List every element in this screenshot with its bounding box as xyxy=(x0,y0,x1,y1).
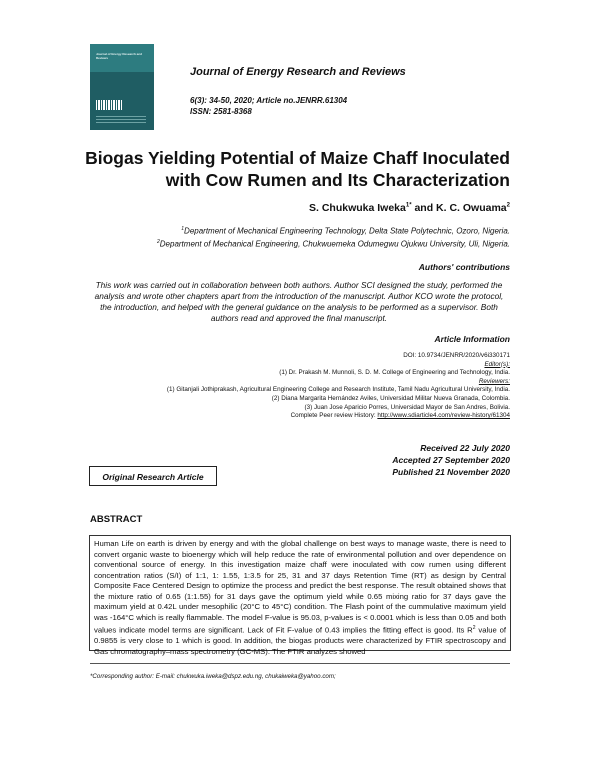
author-2-sup: 2 xyxy=(506,202,510,209)
reviewer-2: (2) Diana Margarita Hernández Aviles, Universidad Militar Nueva Granada, Colombia. xyxy=(271,394,510,402)
paper-title-line-1: Biogas Yielding Potential of Maize Chaff Inoculated xyxy=(85,148,510,168)
cover-title: Journal of Energy Research and Reviews xyxy=(96,52,143,60)
issn-line: ISSN: 2581-8368 xyxy=(190,107,252,116)
date-accepted: Accepted 27 September 2020 xyxy=(392,455,510,465)
footnote-divider xyxy=(90,663,510,664)
reviewer-3: (3) Juan Jose Aparicio Porres, Universidad Mayor de San Andres, Bolivia. xyxy=(304,403,510,411)
volume-line: 6(3): 34-50, 2020; Article no.JENRR.61304 xyxy=(190,96,348,105)
doi: DOI: 10.9734/JENRR/2020/v6i330171 xyxy=(403,352,510,359)
corresponding-author-footnote: *Corresponding author: E-mail: chukwuka.iweka@dspz.edu.ng, chukaiweka@yahoo.com; xyxy=(90,673,336,680)
contributions-text: This work was carried out in collaboration between both authors. Author SCI designed the study, performed the analysis and wrote other chapters apart from the introduction of the manuscript. Author KCO wrote the protocol, the introduction, and helped with the general guidance on the analysis to be performed as a supervisor. Both authors read and approved the final manuscript. xyxy=(94,280,504,323)
date-received: Received 22 July 2020 xyxy=(420,443,510,453)
affiliation-2: $^2$Department of Mechanical Engineering, Chukwuemeka Odumegwu Ojukwu University, Uli, Nigeria. xyxy=(156,238,510,249)
paper-title-line-2: with Cow Rumen and Its Characterization xyxy=(165,170,510,190)
cover-text-lines xyxy=(96,116,146,124)
date-published: Published 21 November 2020 xyxy=(392,467,510,477)
abstract-box xyxy=(89,535,511,656)
abstract-text: Human Life on earth is driven by energy and with the global challenge on best ways to manage waste, there is need to convert organic waste to bioenergy which will help reduce the rate of environmental pollution and over dependence on conventional source of energy. In this investigation maize chaff were inoculated with cow rumen using different concentration ratios (S/I) of 1:1, 1: 1.55, 1:3.5 for 25, 31 and 37 days Retention Time (RT) as design by Central Composite Face Centered Design to optimize the process and predict the best response. The result obtained shows that the mixture ratio of 0.65 (1:1.55) for 31 days gave the optimum yield while 0.65 mixing ratio for 37 days gave the maximum yield at 0.42L under mesophilic (20°C to 45°C) condition. The Flash point of the cummulative maximum yield was -164°C which is really flammable. The model F-value is 95.03, p-values is < 0.0001 which is less than 0.05 and both values indicate model terms are significant. Lack of Fit F-value of 0.43 implies the fitting effect is good. Its $R^2$ value of 0.9855 is very close to 1 which is good. In addition, the biogas products were characterized by FTIR spectroscopy and Gas chromatography–mass spectrometry (GC-MS). The FTIR analyzes showed xyxy=(94,539,507,656)
abstract-heading: ABSTRACT xyxy=(90,514,143,525)
barcode-icon xyxy=(96,100,122,110)
article-info xyxy=(60,352,510,421)
article-info-heading: Article Information xyxy=(434,334,510,344)
author-2: K. C. Owuama xyxy=(436,202,507,214)
reviewer-1: (1) Gitanjali Jothiprakash, Agricultural Engineering College and Research Institute, Tamil Nadu Agricultural University, India. xyxy=(166,386,510,394)
journal-title: Journal of Energy Research and Reviews xyxy=(190,66,406,78)
article-type-badge: Original Research Article xyxy=(89,466,217,486)
history-label: Complete Peer review History: xyxy=(290,412,376,420)
article-dates xyxy=(300,442,510,478)
review-history-link[interactable]: http://www.sdiarticle4.com/review-history/61304 xyxy=(377,412,510,420)
affiliations xyxy=(60,224,510,249)
author-and: and xyxy=(414,202,434,214)
author-1-sup: 1* xyxy=(405,202,412,209)
journal-meta xyxy=(190,95,347,117)
journal-cover-thumbnail xyxy=(90,44,154,130)
author-line xyxy=(60,202,510,214)
editors-label: Editor(s): xyxy=(484,360,510,368)
affiliation-1: $^1$Department of Mechanical Engineering Technology, Delta State Polytechnic, Ozoro, Nigeria. xyxy=(181,226,510,236)
reviewers-label: Reviewers: xyxy=(478,377,510,385)
review-history xyxy=(60,412,510,421)
paper-title xyxy=(60,147,510,191)
author-1: S. Chukwuka Iweka xyxy=(308,202,406,214)
contributions-heading: Authors' contributions xyxy=(418,262,510,272)
editor-1: (1) Dr. Prakash M. Munnoli, S. D. M. College of Engineering and Technology, India. xyxy=(279,369,510,377)
